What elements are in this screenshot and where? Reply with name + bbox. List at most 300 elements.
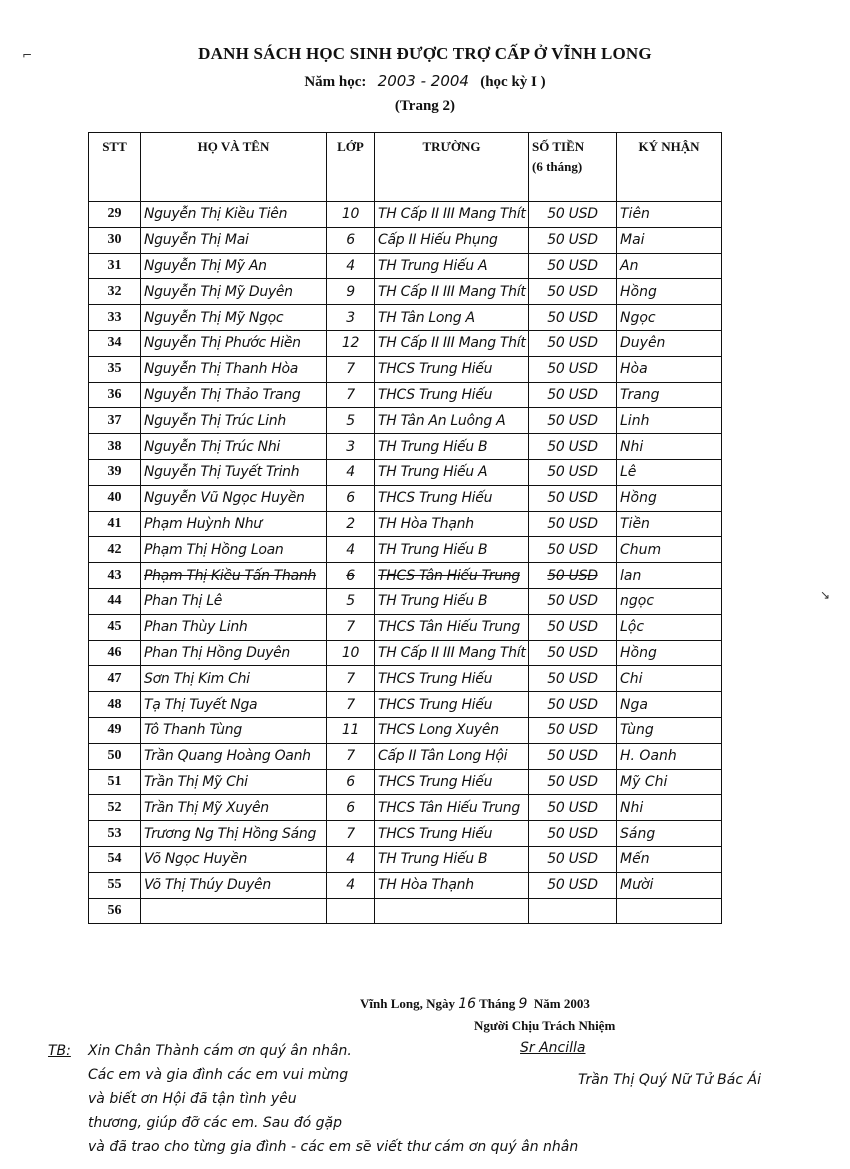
row-amount-text: 50 USD: [547, 386, 598, 403]
row-school: [375, 330, 529, 356]
row-amount: [529, 588, 617, 614]
row-student-name-text: Trần Thị Mỹ Chi: [144, 773, 248, 790]
row-school-text: TH Cấp II III Mang Thít: [378, 644, 526, 661]
row-class: [327, 588, 375, 614]
row-stt: [89, 795, 141, 821]
row-signature: [617, 614, 722, 640]
table-row: [89, 459, 722, 485]
table-row: [89, 227, 722, 253]
row-student-name-text: Nguyễn Thị Kiều Tiên: [144, 206, 288, 223]
date-month: 9: [518, 996, 528, 1012]
row-amount-text: 50 USD: [547, 206, 598, 223]
row-class-text: 7: [346, 670, 355, 687]
row-class: [327, 821, 375, 847]
row-stt: [89, 408, 141, 434]
row-signature: [617, 717, 722, 743]
row-amount-text: 50 USD: [547, 825, 598, 842]
table-row: [89, 485, 722, 511]
row-stt-text: 36: [107, 386, 122, 402]
row-stt: [89, 563, 141, 589]
row-class-text: 6: [346, 773, 355, 790]
row-stt-text: 42: [107, 541, 122, 557]
table-row: [89, 563, 722, 589]
row-class-text: 6: [346, 232, 355, 249]
row-class-text: 4: [346, 541, 355, 558]
col-amount-label: SỐ TIỀN: [532, 139, 585, 154]
row-signature-text: Hồng: [620, 644, 657, 661]
table-row: [89, 537, 722, 563]
row-student-name: [141, 202, 327, 228]
table-header-row: [89, 133, 722, 202]
row-class: [327, 898, 375, 924]
row-signature-text: Nga: [620, 696, 648, 713]
row-stt: [89, 717, 141, 743]
row-signature: [617, 692, 722, 718]
row-amount: [529, 640, 617, 666]
school-year-label: Năm học:: [304, 74, 367, 90]
row-stt: [89, 769, 141, 795]
school-year-value: 2003 - 2004: [377, 72, 469, 90]
row-student-name: [141, 769, 327, 795]
row-amount-text: 50 USD: [547, 877, 598, 894]
row-student-name: [141, 614, 327, 640]
row-signature-text: Lộc: [620, 619, 645, 636]
row-stt-text: 32: [107, 283, 122, 299]
row-student-name-text: Nguyễn Thị Mỹ Ngọc: [144, 309, 284, 326]
place-date-line: [360, 996, 590, 1012]
row-signature: [617, 846, 722, 872]
row-school: [375, 666, 529, 692]
row-student-name-text: Phan Thị Hồng Duyên: [144, 644, 291, 661]
row-amount: [529, 202, 617, 228]
row-school-text: THCS Long Xuyên: [378, 722, 499, 739]
row-student-name: [141, 872, 327, 898]
row-student-name-text: Phạm Huỳnh Như: [144, 515, 262, 532]
row-amount: [529, 279, 617, 305]
row-amount-text: 50 USD: [547, 799, 598, 816]
row-school-text: TH Trung Hiếu B: [378, 438, 488, 455]
row-amount-text: 50 USD: [547, 335, 598, 352]
row-student-name: [141, 356, 327, 382]
note-line: và biết ơn Hội đã tận tình yêu: [88, 1091, 297, 1107]
row-signature-text: Mười: [620, 877, 654, 894]
row-amount-text: 50 USD: [547, 515, 598, 532]
row-class: [327, 434, 375, 460]
row-school-text: THCS Tân Hiếu Trung: [378, 619, 520, 636]
row-school: [375, 253, 529, 279]
row-school: [375, 356, 529, 382]
responsible-person-label: Người Chịu Trách Nhiệm: [474, 1018, 616, 1033]
row-student-name: [141, 666, 327, 692]
row-class: [327, 846, 375, 872]
row-class-text: 7: [346, 696, 355, 713]
note-label: TB:: [48, 1043, 71, 1059]
row-school: [375, 821, 529, 847]
semester: (học kỳ I ): [480, 74, 546, 90]
row-amount-text: 50 USD: [547, 438, 598, 455]
row-signature-text: Hòa: [620, 361, 648, 378]
table-row: [89, 821, 722, 847]
school-year-line: [0, 72, 850, 91]
row-student-name: [141, 511, 327, 537]
row-school-text: TH Trung Hiếu B: [378, 541, 488, 558]
row-signature-text: Sáng: [620, 825, 656, 842]
row-signature: [617, 743, 722, 769]
table-row: [89, 640, 722, 666]
row-school: [375, 227, 529, 253]
row-signature-text: Trang: [620, 386, 660, 403]
row-signature: [617, 821, 722, 847]
row-school-text: THCS Trung Hiếu: [378, 490, 493, 507]
row-signature-text: Ngọc: [620, 309, 656, 326]
row-amount-text: 50 USD: [547, 232, 598, 249]
row-school-text: Cấp II Hiếu Phụng: [378, 232, 498, 249]
row-school: [375, 202, 529, 228]
row-student-name: [141, 408, 327, 434]
row-signature: [617, 434, 722, 460]
row-student-name: [141, 279, 327, 305]
row-amount-text: 50 USD: [547, 593, 598, 610]
row-amount-text: 50 USD: [547, 361, 598, 378]
row-school-text: THCS Trung Hiếu: [378, 386, 493, 403]
row-stt: [89, 537, 141, 563]
row-class: [327, 408, 375, 434]
row-class-text: 6: [346, 799, 355, 816]
row-stt-text: 38: [107, 438, 122, 454]
row-amount-text: 50 USD: [547, 696, 598, 713]
row-class-text: 10: [341, 644, 360, 661]
row-stt: [89, 202, 141, 228]
table-row: [89, 408, 722, 434]
row-stt-text: 41: [107, 515, 122, 531]
table-row: [89, 511, 722, 537]
row-stt: [89, 279, 141, 305]
row-class-text: 3: [346, 438, 355, 455]
row-school-text: THCS Trung Hiếu: [378, 696, 493, 713]
row-signature: [617, 769, 722, 795]
row-student-name-text: Nguyễn Thị Thảo Trang: [144, 386, 301, 403]
row-amount: [529, 898, 617, 924]
row-student-name-text: Nguyễn Thị Tuyết Trinh: [144, 464, 300, 481]
row-class-text: 12: [341, 335, 360, 352]
row-school-text: THCS Tân Hiếu Trung: [378, 567, 520, 584]
table-row: [89, 717, 722, 743]
row-class-text: 9: [346, 283, 355, 300]
row-school: [375, 382, 529, 408]
row-stt: [89, 330, 141, 356]
row-student-name-text: Phan Thùy Linh: [144, 619, 248, 636]
row-student-name-text: Nguyễn Thị Trúc Linh: [144, 412, 286, 429]
row-amount-text: 50 USD: [547, 567, 598, 584]
row-class: [327, 305, 375, 331]
row-school: [375, 279, 529, 305]
row-school-text: THCS Trung Hiếu: [378, 361, 493, 378]
table-row: [89, 588, 722, 614]
row-school-text: TH Trung Hiếu B: [378, 593, 488, 610]
row-school: [375, 872, 529, 898]
row-student-name: [141, 821, 327, 847]
row-amount: [529, 434, 617, 460]
row-school-text: THCS Trung Hiếu: [378, 670, 493, 687]
row-stt-text: 35: [107, 361, 122, 377]
row-signature: [617, 511, 722, 537]
row-stt-text: 53: [107, 825, 122, 841]
table-row: [89, 898, 722, 924]
row-amount-text: 50 USD: [547, 412, 598, 429]
row-amount-text: 50 USD: [547, 464, 598, 481]
row-class: [327, 769, 375, 795]
note-line: Xin Chân Thành cám ơn quý ân nhân.: [88, 1043, 352, 1059]
row-student-name: [141, 537, 327, 563]
row-stt-text: 37: [107, 412, 122, 428]
row-signature-text: Chum: [620, 541, 662, 558]
table-row: [89, 382, 722, 408]
note-line: Các em và gia đình các em vui mừng: [88, 1067, 349, 1083]
row-stt: [89, 666, 141, 692]
row-stt-text: 49: [107, 722, 122, 738]
row-stt-text: 45: [107, 619, 122, 635]
row-signature: [617, 459, 722, 485]
row-amount: [529, 537, 617, 563]
row-signature: [617, 872, 722, 898]
row-signature-text: Tiền: [620, 515, 650, 532]
row-signature-text: Hồng: [620, 490, 657, 507]
row-class: [327, 382, 375, 408]
row-stt-text: 51: [107, 773, 122, 789]
col-name: HỌ VÀ TÊN: [141, 133, 327, 202]
row-stt-text: 29: [107, 206, 122, 222]
table-row: [89, 769, 722, 795]
row-school: [375, 640, 529, 666]
row-amount: [529, 743, 617, 769]
row-school: [375, 511, 529, 537]
note-line: thương, giúp đỡ các em. Sau đó gặp: [88, 1115, 342, 1131]
row-signature: [617, 202, 722, 228]
row-school-text: TH Cấp II III Mang Thít: [378, 335, 526, 352]
row-class: [327, 640, 375, 666]
row-stt-text: 56: [107, 902, 122, 918]
row-class: [327, 279, 375, 305]
table-row: [89, 253, 722, 279]
row-amount-text: 50 USD: [547, 722, 598, 739]
row-student-name: [141, 485, 327, 511]
row-amount: [529, 356, 617, 382]
row-amount-text: 50 USD: [547, 257, 598, 274]
table-row: [89, 795, 722, 821]
row-stt: [89, 382, 141, 408]
row-student-name-text: Võ Ngọc Huyền: [144, 851, 248, 868]
row-student-name: [141, 795, 327, 821]
row-stt-text: 39: [107, 464, 122, 480]
row-stt-text: 31: [107, 257, 122, 273]
date-year: 2003: [563, 996, 590, 1011]
row-signature: [617, 537, 722, 563]
row-student-name: [141, 743, 327, 769]
row-signature-text: Tiên: [620, 206, 650, 223]
page-number: (Trang 2): [394, 98, 456, 114]
table-row: [89, 872, 722, 898]
row-amount-text: 50 USD: [547, 309, 598, 326]
row-stt: [89, 692, 141, 718]
row-student-name: [141, 846, 327, 872]
row-signature-text: Duyên: [620, 335, 666, 352]
row-school-text: TH Hòa Thạnh: [378, 877, 474, 894]
row-class-text: 5: [346, 412, 355, 429]
row-class-text: 7: [346, 619, 355, 636]
row-class-text: 3: [346, 309, 355, 326]
row-signature-text: ngọc: [620, 593, 655, 610]
row-student-name-text: Nguyễn Thị Mỹ An: [144, 257, 267, 274]
row-signature: [617, 279, 722, 305]
row-class: [327, 692, 375, 718]
row-stt-text: 30: [107, 232, 122, 248]
row-signature-text: Lê: [620, 464, 637, 481]
row-student-name: [141, 640, 327, 666]
month-label: Tháng: [479, 996, 516, 1011]
row-student-name-text: Võ Thị Thúy Duyên: [144, 877, 271, 894]
row-stt: [89, 614, 141, 640]
row-amount-text: 50 USD: [547, 748, 598, 765]
row-stt-text: 47: [107, 670, 122, 686]
row-class: [327, 743, 375, 769]
row-class-text: 5: [346, 593, 355, 610]
row-school-text: THCS Trung Hiếu: [378, 773, 493, 790]
row-amount: [529, 692, 617, 718]
row-student-name-text: Sơn Thị Kim Chi: [144, 670, 250, 687]
row-class-text: 11: [341, 722, 360, 739]
row-stt: [89, 898, 141, 924]
row-class-text: 7: [346, 748, 355, 765]
row-school: [375, 795, 529, 821]
row-stt: [89, 640, 141, 666]
row-school: [375, 846, 529, 872]
row-signature-text: Chi: [620, 670, 643, 687]
row-stt: [89, 459, 141, 485]
row-school: [375, 692, 529, 718]
row-class: [327, 330, 375, 356]
row-signature-text: lan: [620, 567, 642, 584]
row-class-text: 7: [346, 386, 355, 403]
row-signature-text: Mến: [620, 851, 650, 868]
row-signature-text: Mai: [620, 232, 645, 249]
row-stt-text: 54: [107, 851, 122, 867]
row-amount: [529, 227, 617, 253]
row-class: [327, 202, 375, 228]
row-stt-text: 34: [107, 335, 122, 351]
row-student-name-text: Trần Thị Mỹ Xuyên: [144, 799, 269, 816]
row-amount-text: 50 USD: [547, 644, 598, 661]
row-school: [375, 588, 529, 614]
row-school: [375, 459, 529, 485]
row-class: [327, 717, 375, 743]
row-amount: [529, 305, 617, 331]
row-signature: [617, 563, 722, 589]
row-school-text: TH Trung Hiếu A: [378, 257, 488, 274]
col-amount-period: (6 tháng): [532, 159, 583, 174]
row-student-name-text: Trần Quang Hoàng Oanh: [144, 748, 311, 765]
row-student-name-text: Nguyễn Thị Mai: [144, 232, 249, 249]
row-signature-text: Mỹ Chi: [620, 773, 668, 790]
row-student-name: [141, 434, 327, 460]
row-school: [375, 305, 529, 331]
row-stt: [89, 485, 141, 511]
row-amount-text: 50 USD: [547, 773, 598, 790]
row-amount: [529, 485, 617, 511]
row-stt-text: 43: [107, 567, 122, 583]
scan-mark: ↘: [820, 588, 831, 602]
table-row: [89, 666, 722, 692]
row-signature-text: Nhi: [620, 438, 644, 455]
row-student-name: [141, 898, 327, 924]
row-class: [327, 872, 375, 898]
table-row: [89, 846, 722, 872]
row-school: [375, 408, 529, 434]
row-signature: [617, 330, 722, 356]
row-student-name: [141, 330, 327, 356]
row-amount-text: 50 USD: [547, 619, 598, 636]
row-signature: [617, 588, 722, 614]
col-school: TRƯỜNG: [375, 133, 529, 202]
col-signature: KÝ NHẬN: [617, 133, 722, 202]
table-row: [89, 743, 722, 769]
row-class: [327, 485, 375, 511]
table-row: [89, 202, 722, 228]
table-row: [89, 330, 722, 356]
row-stt-text: 50: [107, 748, 122, 764]
row-signature: [617, 408, 722, 434]
row-amount-text: 50 USD: [547, 670, 598, 687]
row-school: [375, 769, 529, 795]
row-stt-text: 55: [107, 877, 122, 893]
col-class: LỚP: [327, 133, 375, 202]
row-school-text: TH Tân An Luông A: [378, 412, 506, 429]
row-signature-text: Nhi: [620, 799, 644, 816]
row-stt: [89, 846, 141, 872]
student-table: [88, 132, 722, 924]
year-label: Năm: [533, 996, 561, 1011]
row-signature-text: An: [620, 257, 639, 274]
row-student-name: [141, 563, 327, 589]
row-signature: [617, 640, 722, 666]
row-stt: [89, 511, 141, 537]
row-signature-text: Tùng: [620, 722, 654, 739]
row-signature: [617, 666, 722, 692]
row-stt-text: 33: [107, 309, 122, 325]
row-class-text: 4: [346, 877, 355, 894]
note-line: và đã trao cho từng gia đình - các em sẽ viết thư cám ơn quý ân nhân: [88, 1139, 579, 1155]
row-class-text: 7: [346, 825, 355, 842]
row-school: [375, 563, 529, 589]
row-student-name-text: Tô Thanh Tùng: [144, 722, 242, 739]
row-amount: [529, 872, 617, 898]
row-student-name: [141, 305, 327, 331]
row-class-text: 2: [346, 515, 355, 532]
row-signature: [617, 356, 722, 382]
row-student-name: [141, 717, 327, 743]
row-amount: [529, 408, 617, 434]
row-class-text: 7: [346, 361, 355, 378]
row-stt: [89, 588, 141, 614]
row-class: [327, 356, 375, 382]
row-student-name: [141, 253, 327, 279]
row-amount-text: 50 USD: [547, 541, 598, 558]
row-class: [327, 537, 375, 563]
signature-responsible: Trần Thị Quý Nữ Tử Bác Ái: [578, 1072, 761, 1088]
scan-mark: ⌐: [22, 48, 33, 62]
row-school: [375, 537, 529, 563]
row-school-text: TH Trung Hiếu B: [378, 851, 488, 868]
row-school-text: TH Cấp II III Mang Thít: [378, 283, 526, 300]
